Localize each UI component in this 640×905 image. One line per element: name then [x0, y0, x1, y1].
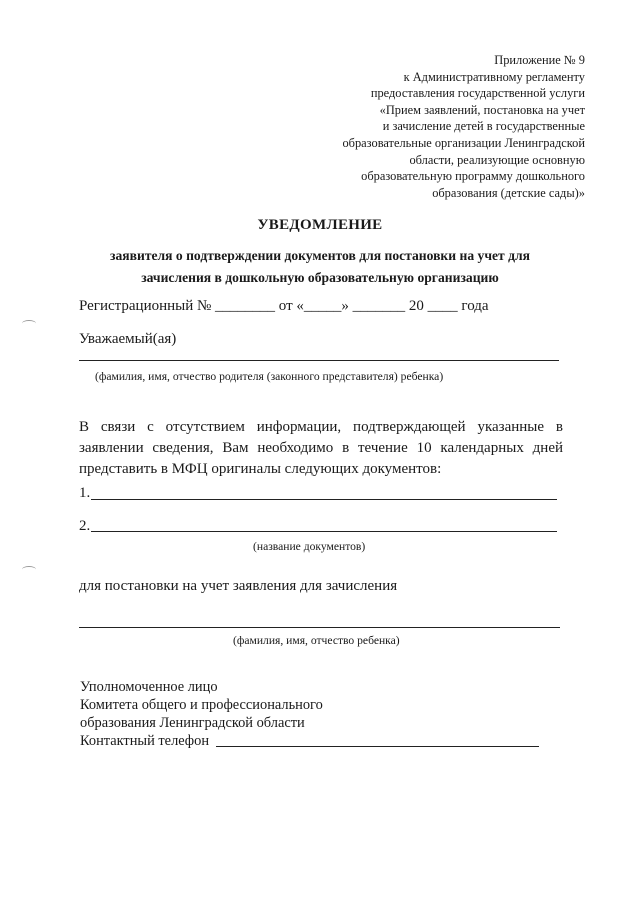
body-paragraph: В связи с отсутствием информации, подтверждающей указанные в заявлении сведения, Вам необходимо в течение 10 календарных дней представить в МФЦ оригиналы следующих документов:	[79, 419, 563, 477]
appendix-line: образовательную программу дошкольного	[361, 169, 585, 184]
margin-mark	[22, 320, 36, 327]
margin-mark	[22, 566, 36, 573]
appendix-line: области, реализующие основную	[409, 152, 585, 167]
appendix-line: к Административному регламенту	[403, 69, 585, 84]
purpose-text: для постановки на учет заявления для зачисления	[79, 578, 398, 594]
appendix-line: Приложение № 9	[494, 53, 585, 67]
subtitle-line: зачисления в дошкольную образовательную организацию	[141, 270, 499, 285]
documents-caption: (название документов)	[253, 540, 366, 553]
child-name-caption: (фамилия, имя, отчество ребенка)	[233, 634, 400, 647]
appendix-line: образования (детские сады)»	[432, 185, 585, 200]
parent-name-line	[79, 360, 559, 361]
child-name-line	[79, 627, 560, 628]
greeting: Уважаемый(ая)	[79, 331, 177, 347]
document-title: УВЕДОМЛЕНИЕ	[257, 217, 383, 233]
signer-line: Уполномоченное лицо	[80, 679, 218, 695]
signer-line: Контактный телефон	[80, 733, 210, 749]
appendix-line: и зачисление детей в государственные	[382, 119, 585, 134]
parent-name-caption: (фамилия, имя, отчество родителя (законного представителя) ребенка)	[95, 370, 444, 383]
appendix-block	[285, 52, 585, 201]
phone-line	[216, 746, 539, 747]
document-item-1: 1.	[79, 485, 91, 501]
appendix-line: «Прием заявлений, постановка на учет	[379, 102, 585, 117]
signer-block	[80, 678, 323, 750]
registration-line: Регистрационный № ________ от «_____» _______ 20 ____ года	[79, 298, 489, 314]
document-item-2: 2.	[79, 518, 91, 534]
signer-line: Комитета общего и профессионального	[80, 697, 323, 713]
document-item-2-line	[91, 531, 557, 532]
appendix-line: образовательные организации Ленинградской	[342, 135, 585, 150]
appendix-line: предоставления государственной услуги	[370, 86, 585, 101]
document-item-1-line	[91, 499, 557, 500]
subtitle-line: заявителя о подтверждении документов для постановки на учет для	[110, 248, 530, 263]
signer-line: образования Ленинградской области	[80, 715, 305, 731]
document-subtitle	[60, 245, 580, 289]
